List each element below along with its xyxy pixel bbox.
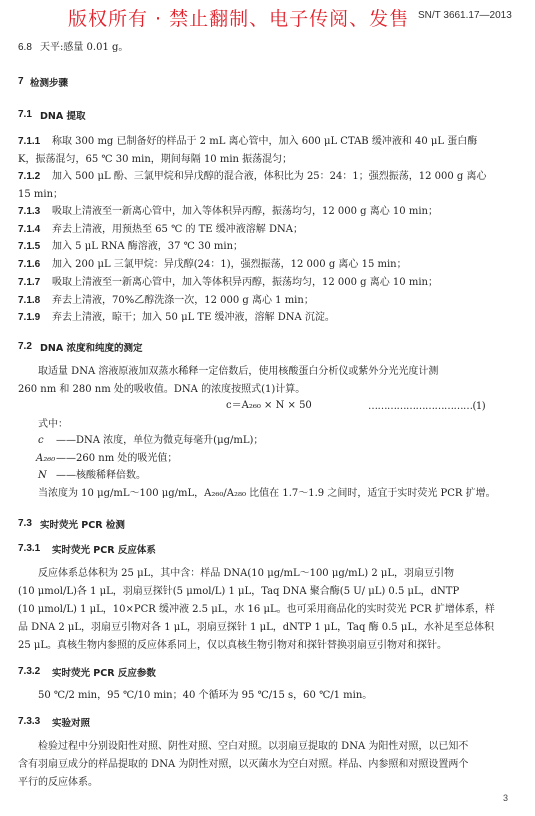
step-text: 吸取上清液至一新离心管中，加入等体积异丙醇，振荡均匀，12 000 g 离心 10 min； — [52, 277, 438, 288]
paragraph-line: 260 nm 和 280 nm 处的吸收值。DNA 的浓度按照式(1)计算。 — [18, 384, 306, 395]
section-number: 7.3.3 — [18, 716, 41, 727]
step-number: 7.1.7 — [18, 277, 41, 288]
paragraph-line: 25 μL。真核生物内参照的反应体系同上，仅以真核生物引物对和探针替换羽扇豆引物对和探针。 — [18, 640, 448, 651]
step-text: 弃去上清液，用预热至 65 ℃ 的 TE 缓冲液溶解 DNA； — [52, 224, 303, 235]
paragraph-line: 50 ℃/2 min，95 ℃/10 min；40 个循环为 95 ℃/15 s，60 ℃/1 min。 — [38, 690, 373, 701]
step-text: 加入 500 μL 酚、三氯甲烷和异戊醇的混合液，体积比为 25：24：1；强烈振荡，12 000 g 离心 — [52, 171, 487, 182]
step-text: 弃去上清液，70%乙醇洗涤一次，12 000 g 离心 1 min； — [52, 295, 314, 306]
watermark-banner: 版权所有 · 禁止翻制、电子传阅、发售 — [68, 8, 410, 30]
section-number: 7.1 — [18, 109, 32, 120]
step-number: 7.1.3 — [18, 206, 41, 217]
paragraph-line: 平行的反应体系。 — [18, 777, 98, 788]
paragraph-line: 当浓度为 10 μg/mL～100 μg/mL，A₂₆₀/A₂₈₀ 比值在 1.7～1.9 之间时，适宜于实时荧光 PCR 扩增。 — [38, 488, 496, 499]
step-text: 弃去上清液，晾干；加入 50 μL TE 缓冲液，溶解 DNA 沉淀。 — [52, 312, 335, 323]
paragraph-line: 取适量 DNA 溶液原液加双蒸水稀释一定倍数后，使用核酸蛋白分析仪或紫外分光光度计测 — [38, 366, 439, 377]
section-title: 检测步骤 — [30, 78, 69, 89]
page-number: 3 — [503, 793, 509, 803]
paragraph-line: 检验过程中分别设阳性对照、阴性对照、空白对照。以羽扇豆提取的 DNA 为阳性对照，以已知不 — [38, 741, 469, 752]
where-label: 式中： — [38, 419, 68, 430]
section-number: 7.3.2 — [18, 666, 41, 677]
step-text: 加入 5 μL RNA 酶溶液，37 ℃ 30 min； — [52, 241, 244, 252]
step-number: 7.1.8 — [18, 295, 41, 306]
definition-symbol: c — [38, 435, 44, 446]
standard-number: SN/T 3661.17—2013 — [418, 10, 512, 21]
section-title: DNA 提取 — [40, 111, 86, 122]
definition-text: ——核酸稀释倍数。 — [56, 470, 146, 481]
paragraph-line: 反应体系总体积为 25 μL，其中含：样品 DNA(10 μg/mL～100 μg/mL) 2 μL，羽扇豆引物 — [38, 568, 455, 579]
step-number: 7.1.2 — [18, 171, 41, 182]
section-title: DNA 浓度和纯度的测定 — [40, 343, 143, 354]
definition-text: ——DNA 浓度，单位为微克每毫升(μg/mL)； — [56, 435, 264, 446]
section-number: 7 — [18, 76, 24, 87]
step-number: 7.1.5 — [18, 241, 41, 252]
clause-text: 天平:感量 0.01 g。 — [40, 42, 129, 53]
paragraph-line: (10 μmol/L) 1 μL，10×PCR 缓冲液 2.5 μL，水 16 μL。也可采用商品化的实时荧光 PCR 扩增体系，样 — [18, 604, 495, 615]
clause-number: 6.8 — [18, 42, 32, 53]
section-title: 实时荧光 PCR 反应体系 — [52, 545, 156, 556]
step-number: 7.1.1 — [18, 136, 41, 147]
definition-symbol: N — [38, 470, 47, 481]
section-number: 7.3.1 — [18, 543, 41, 554]
paragraph-line: 含有羽扇豆成分的样品提取的 DNA 为阴性对照，以灭菌水为空白对照。样品、内参照和对照设置两个 — [18, 759, 469, 770]
step-text: 吸取上清液至一新离心管中，加入等体积异丙醇，振荡均匀，12 000 g 离心 10 min； — [52, 206, 438, 217]
formula: c＝A₂₆₀ × N × 50 — [226, 400, 312, 411]
paragraph-line: (10 μmol/L)各 1 μL，羽扇豆探针(5 μmol/L) 1 μL，Taq DNA 聚合酶(5 U/ μL) 0.5 μL，dNTP — [18, 586, 460, 597]
step-number: 7.1.6 — [18, 259, 41, 270]
formula-number: ……………………………(1) — [368, 401, 486, 412]
step-text: 加入 200 μL 三氯甲烷：异戊醇(24：1)，强烈振荡，12 000 g 离心 15 min； — [52, 259, 407, 270]
section-title: 实验对照 — [52, 718, 91, 729]
section-title: 实时荧光 PCR 反应参数 — [52, 668, 156, 679]
step-number: 7.1.4 — [18, 224, 41, 235]
section-title: 实时荧光 PCR 检测 — [40, 520, 125, 531]
paragraph-line: 品 DNA 2 μL，羽扇豆引物对各 1 μL，羽扇豆探针 1 μL，dNTP 1 μL，Taq 酶 0.5 μL，水补足至总体积 — [18, 622, 494, 633]
step-text: 15 min； — [18, 189, 64, 200]
step-text: K，振荡混匀，65 ℃ 30 min，期间每隔 10 min 振荡混匀； — [18, 154, 293, 165]
section-number: 7.3 — [18, 518, 32, 529]
definition-symbol: A₂₆₀ — [36, 453, 56, 464]
step-number: 7.1.9 — [18, 312, 41, 323]
definition-text: ——260 nm 处的吸光值； — [56, 453, 178, 464]
step-text: 称取 300 mg 已制备好的样品于 2 mL 离心管中，加入 600 μL CTAB 缓冲液和 40 μL 蛋白酶 — [52, 136, 478, 147]
section-number: 7.2 — [18, 341, 32, 352]
